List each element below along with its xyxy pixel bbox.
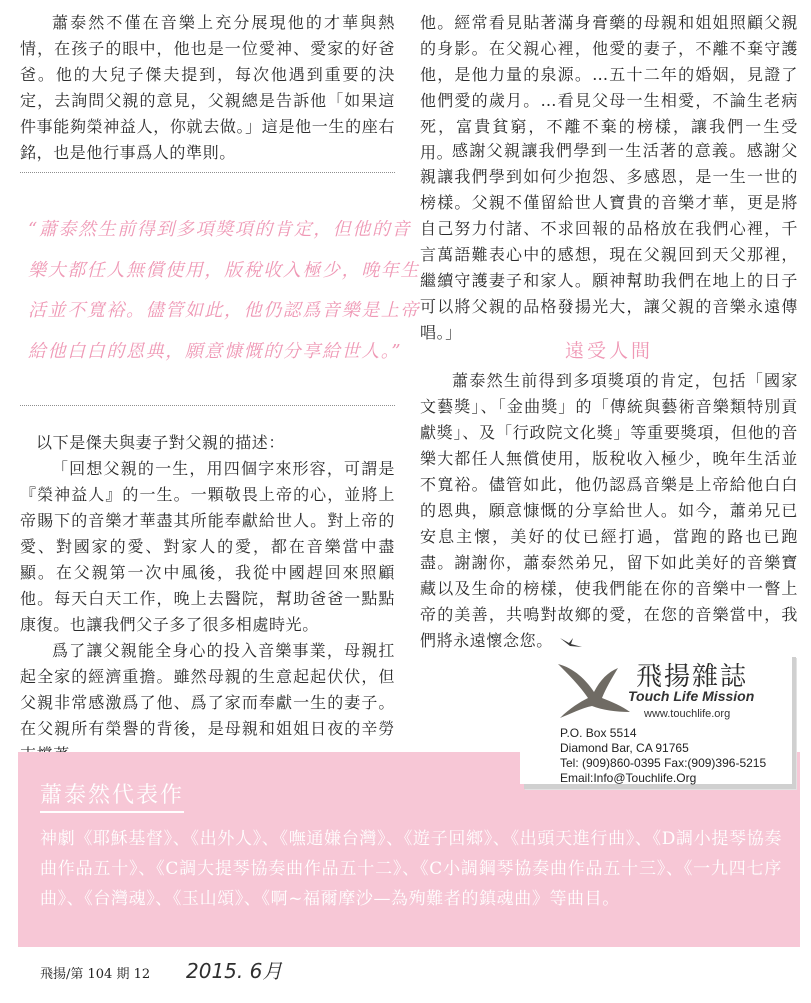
continuation-paragraph: 他。經常看見貼著滿身膏藥的母親和姐姐照顧父親的身影。在父親心裡，他愛的妻子，不離不棄守護他，是他力量的泉源。…五十二年的婚姻，見證了他們愛的歲月。…看見父母一生相愛，不論生老病死，富貴貧窮，不離不棄的榜樣，讓我們一生受用。 (420, 13, 798, 162)
address-line-2: Diamond Bar, CA 91765 (560, 741, 689, 755)
mother-paragraph: 爲了讓父親能全身心的投入音樂事業，母親扛起全家的經濟重擔。雖然母親的生意起起伏伏，但父親非常感激爲了他、爲了家而奉獻一生的妻子。在父親所有榮譽的背後，是母親和姐姐日夜的辛勞 (20, 641, 395, 738)
lead-in: 以下是傑夫與妻子對父親的描述： (36, 433, 286, 452)
pull-quote-line: 活並不寬裕。儘管如此，他仍認爲音樂是上帝 (28, 300, 420, 321)
publisher-website[interactable]: www.touchlife.org (644, 708, 731, 720)
pull-quote-line: “蕭泰然生前得到多項獎項的肯定，但他的音 (28, 219, 412, 240)
top-divider (20, 172, 395, 173)
email-line[interactable]: Email:Info@Touchlife.Org (560, 771, 697, 785)
publisher-name-en: Touch Life Mission (628, 688, 755, 704)
issue-footer: 飛揚/第 104 期 12 (40, 967, 151, 982)
thanks-paragraph: 感謝父親讓我們學到一生活著的意義。感謝父親讓我們學到如何少抱怨、多感恩，是一生一世的榜樣。父親不僅留給世人寶貴的音樂才華，更是將自己努力付諸、不求回報的品格放在我們心裡，千言萬語難表心中的感想，現在父親回到天父那裡，繼續守護妻子和家人。願神幫助我們在地上的日子可以將父親的品格發揚光大，讓父親的音樂永遠傳唱。」 (420, 141, 798, 342)
publisher-card (520, 652, 792, 784)
section-subheading: 遠受人間 (564, 340, 653, 362)
address-line-1: P.O. Box 5514 (560, 726, 637, 740)
final-paragraph-text: 蕭泰然生前得到多項獎項的肯定，包括「國家文藝獎」、「金曲獎」的「傳統與藝術音樂類特別貢獻獎」、及「行政院文化獎」等重要獎項，但他的音樂大都任人無償使用，版稅收入極少，晚年生活並不寬裕。儘管如此，他仍認爲音樂是上帝給他白白的恩典，願意慷慨的分享給世人。如今，蕭弟兄已安息主懷，美好的仗已經打過，當跑的路也已跑盡。謝謝你，蕭泰然弟兄，留下如此美好的音樂寶藏以及生命的榜樣，使我們能在你的音樂中一瞥上帝的美善，共鳴對故鄉的愛，在您的音樂當中，我們將永遠懷念您。 (420, 371, 798, 650)
intro-paragraph: 蕭泰然不僅在音樂上充分展現他的才華與熱情，在孩子的眼中，他也是一位愛神、愛家的好爸爸。他的大兒子傑夫提到，每次他遇到重要的決定，去詢問父親的意見，父親總是告訴他「如果這件事能夠榮神益人，你就去做。」這是他一生的座右銘，也是他行事爲人的準則。 (20, 13, 395, 162)
final-paragraph (420, 368, 798, 654)
bottom-divider (20, 405, 395, 406)
handwritten-date: 2015. 6月 (186, 959, 283, 983)
phone-line: Tel: (909)860-0395 Fax:(909)396-5215 (560, 756, 767, 770)
memory-paragraph: 「回想父親的一生，用四個字來形容，可謂是『榮神益人』的一生。一顆敬畏上帝的心，並將上帝賜下的音樂才華盡其所能奉獻給世人。對上帝的愛、對國家的愛、對家人的愛，都在音樂當中盡顯。在父親第一次中風後，我從中國趕回來照顧他。每天白天工作，晚上去醫院，幫助爸爸一點點康復。也讓我們父子多了很多相處時光。 (20, 459, 395, 634)
pull-quote-line: 給他白白的恩典，願意慷慨的分享給世人。” (28, 341, 403, 362)
publisher-name-zh: 飛揚雜誌 (636, 662, 749, 692)
pull-quote-line: 樂大都任人無償使用，版稅收入極少，晚年生 (28, 260, 420, 281)
final-block (420, 368, 798, 654)
bird-logo-icon (556, 658, 632, 720)
works-list: 神劇《耶穌基督》、《出外人》、《嘸通嫌台灣》、《遊子回鄉》、《出頭天進行曲》、《D調小提琴協奏曲作品五十》、《C調大提琴協奏曲作品五十二》、《C小調鋼琴協奏曲作品五十三》、《一九四七序曲》、《台灣魂》、《玉山頌》、《啊~福爾摩沙—為殉難者的鎮魂曲》等曲目。 (40, 829, 782, 909)
works-title: 蕭泰然代表作 (40, 778, 184, 813)
bird-icon (559, 635, 583, 649)
